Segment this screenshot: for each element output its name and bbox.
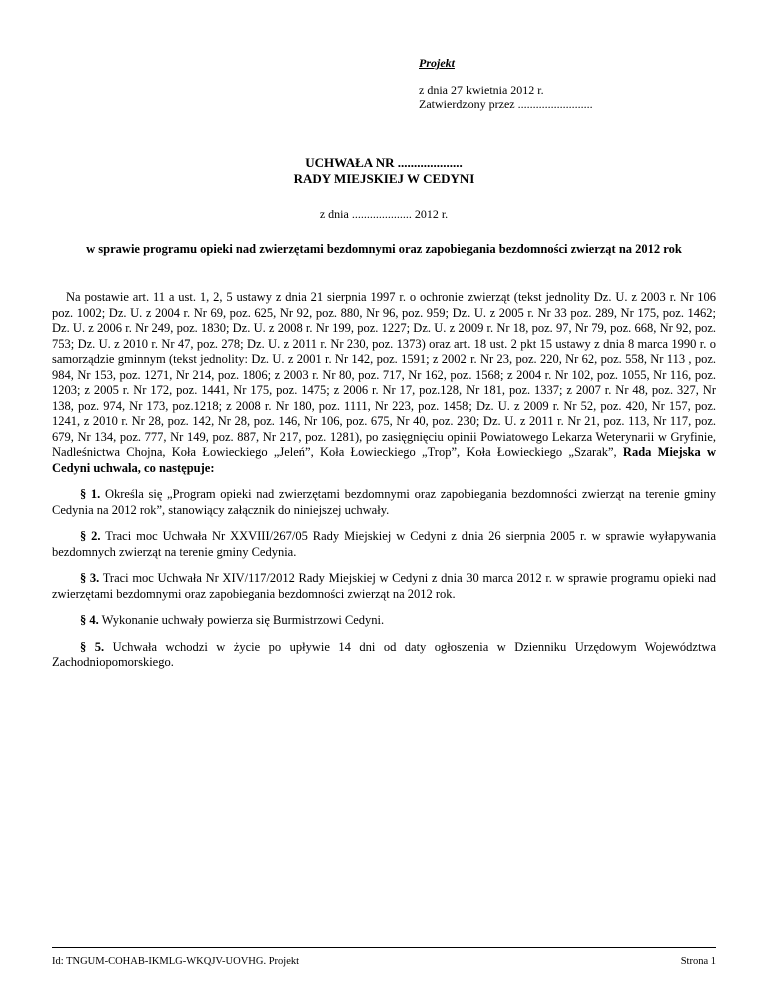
paragraph-label: § 1. — [80, 487, 101, 501]
paragraph-1 — [52, 487, 716, 518]
paragraph-4 — [52, 613, 716, 629]
preamble-text: Na postawie art. 11 a ust. 1, 2, 5 ustawy z dnia 21 sierpnia 1997 r. o ochronie zwierząt (tekst jednolity Dz. U. z 2003 r. Nr 106 poz. 1002; Dz. U. z 2004 r. Nr 69, poz. 625, Nr 92, poz. 880, Nr 96, poz. 959; Dz. U. z 2005 r. Nr 33 poz. 289, Nr 175, poz. 1462; Dz. U. z 2006 r. Nr 249, poz. 1830; Dz. U. z 2008 r. Nr 199, poz. 1227; Dz. U. z 2009 r. Nr 18, poz. 97, Nr 79, poz. 668, Nr 92, poz. 753; Dz. U. z 2010 r. Nr 47, poz. 278; Dz. U. z 2011 r. Nr 230, poz. 1373) oraz art. 18 ust. 2 pkt 15 ustawy z dnia 8 marca 1990 r. o samorządzie gminnym (tekst jednolity: Dz. U. z 2001 r. Nr 142, poz. 1591; z 2002 r. Nr 23, poz. 220, Nr 62, poz. 558, Nr 113 , poz. 984, Nr 153, poz. 1271, Nr 214, poz. 1806; z 2003 r. Nr 80, poz. 717, Nr 162, poz. 1568; z 2004 r. Nr 102, poz. 1055, Nr 116, poz. 1203; z 2005 r. Nr 172, poz. 1441, Nr 175, poz. 1475; z 2006 r. Nr 17, poz.128, Nr 181, poz. 1337; z 2007 r. Nr 48, poz. 327, Nr 138, poz. 974, Nr 173, poz.1218; z 2008 r. Nr 180, poz. 1111, Nr 223, poz. 1458; Dz. U. z 2009 r. Nr 52, poz. 420, Nr 157, poz. 1241, z 2010 r. Nr 28, poz. 142, Nr 28, poz. 146, Nr 106, poz. 675, Nr 40, poz. 230; Dz. U. z 2011 r. Nr 21, poz. 113, Nr 117, poz. 679, Nr 134, poz. 777, Nr 149, poz. 887, Nr 217, poz. 1281), po zasięgnięciu opinii Powiatowego Lekarza Weterynarii w Gryfinie, Nadleśnictwa Chojna, Koła Łowieckiego „Jeleń”, Koła Łowieckiego „Trop”, Koła Łowieckiego „Szarak”, — [52, 290, 716, 459]
paragraph-text: Określa się „Program opieki nad zwierzętami bezdomnymi oraz zapobiegania bezdomności zwierząt na terenie gminy Cedynia na 2012 rok”, stanowiący załącznik do niniejszej uchwały. — [52, 487, 717, 517]
projekt-label: Projekt — [419, 56, 455, 70]
title-line-2: RADY MIEJSKIEJ W CEDYNI — [293, 171, 475, 186]
approved-line: Zatwierdzony przez ......................... — [419, 97, 593, 111]
footer-document-id: Id: TNGUM-COHAB-IKMLG-WKQJV-UOVHG. Projekt — [52, 956, 300, 967]
paragraph-text: Wykonanie uchwały powierza się Burmistrzowi Cedyni. — [98, 613, 385, 627]
resolution-date: z dnia .................... 2012 r. — [319, 207, 449, 221]
footer-divider — [52, 947, 716, 948]
resolution-body — [52, 290, 716, 682]
paragraph-text: Uchwała wchodzi w życie po upływie 14 dni od daty ogłoszenia w Dzienniku Urzędowym Województwa Zachodniopomorskiego. — [52, 639, 717, 669]
paragraph-label: § 2. — [80, 529, 101, 543]
paragraph-2 — [52, 529, 716, 560]
resolution-title — [0, 155, 768, 187]
document-header — [419, 56, 593, 112]
paragraph-text: Traci moc Uchwała Nr XXVIII/267/05 Rady Miejskiej w Cedyni z dnia 26 sierpnia 2005 r. w sprawie wyłapywania bezdomnych zwierząt na terenie gminy Cedynia. — [52, 529, 716, 559]
paragraph-text: Traci moc Uchwała Nr XIV/117/2012 Rady Miejskiej w Cedyni z dnia 30 marca 2012 r. w sprawie programu opieki nad zwierzętami bezdomnymi oraz zapobiegania bezdomności zwierząt na 2012 rok. — [52, 571, 717, 601]
footer-page-number: Strona 1 — [680, 956, 716, 967]
title-line-1: UCHWAŁA NR .................... — [305, 155, 463, 170]
paragraph-label: § 3. — [80, 571, 100, 585]
paragraph-label: § 5. — [80, 639, 105, 654]
header-date-line: z dnia 27 kwietnia 2012 r. — [419, 82, 544, 97]
paragraph-5 — [52, 640, 716, 671]
preamble — [52, 290, 716, 476]
resolution-subject: w sprawie programu opieki nad zwierzętami bezdomnymi oraz zapobiegania bezdomności zwierząt na 2012 rok — [86, 242, 682, 256]
preamble-bold-tail: Rada Miejska w Cedyni uchwala, co następuje: — [52, 445, 716, 475]
paragraph-3 — [52, 571, 716, 602]
paragraph-label: § 4. — [80, 613, 99, 627]
